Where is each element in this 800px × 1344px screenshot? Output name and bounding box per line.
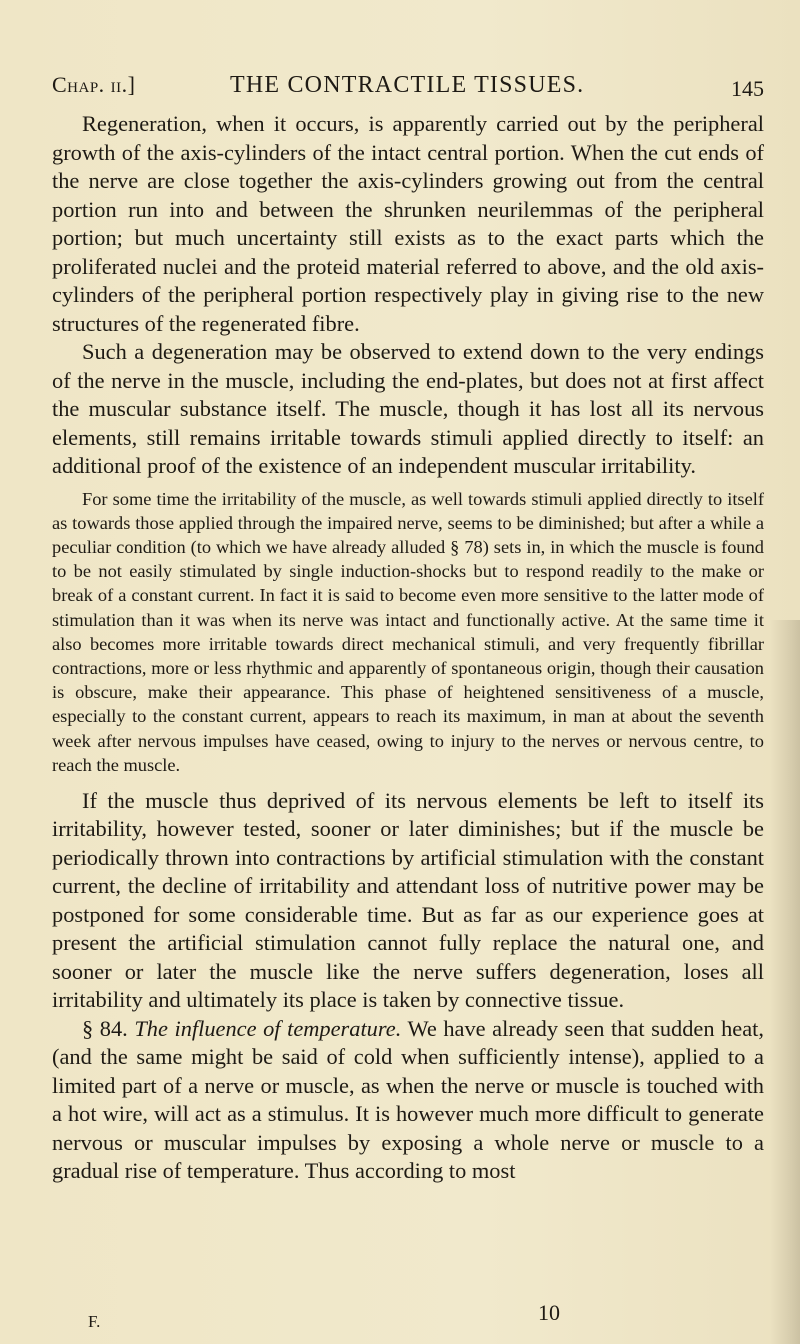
sheet-number: 10 — [538, 1300, 560, 1325]
binding-shadow — [770, 620, 800, 1344]
signature-mark: F. — [88, 1312, 101, 1331]
paragraph-muscle-deprived: If the muscle thus deprived of its nervous elements be left to itself its irritability, however tested, sooner or later diminishes; but if the muscle be periodically thrown into contractions by artificial stimulation with the constant current, the decline of irritability and attendant loss of nutritive power may be postponed for some considerable time. But as far as our experience goes at present the artificial stimulation cannot fully replace the natural one, and sooner or later the muscle like the nerve suffers degeneration, loses all irritability and ultimately its place is taken by connective tissue. — [52, 787, 764, 1013]
page-number: 145 — [731, 76, 764, 101]
section-text: We have already seen that sudden heat, (and the same might be said of cold when sufficiently intense), applied to a limited part of a nerve or muscle, as when the nerve or muscle is touched with a hot wire, will act as a stimulus. It is however much more difficult to generate nervous or muscular impulses by exposing a whole nerve or muscle to a gradual rise of temperature. Thus according to most — [52, 1015, 764, 1184]
section-title: The influence of temperature. — [134, 1015, 402, 1041]
section-number: § 84. — [82, 1015, 128, 1041]
section-84 — [52, 1015, 764, 1186]
running-title: THE CONTRACTILE TISSUES. — [230, 72, 585, 98]
paragraph-regeneration: Regeneration, when it occurs, is apparently carried out by the peripheral growth of the axis-cylinders of the intact central portion. When the cut ends of the nerve are close together the axis-cylinders growing out from the central portion run into and between the shrunken neurilemmas of the peripheral portion; but much uncertainty still exists as to the exact parts which the proliferated nuclei and the proteid material referred to above, and the old axis-cylinders of the peripheral portion respectively play in giving rise to the new structures of the regenerated fibre. — [52, 111, 764, 336]
chapter-label: Chap. ii.] — [52, 72, 136, 97]
paragraph-degeneration: Such a degeneration may be observed to extend down to the very endings of the nerve in the muscle, including the end-plates, but does not at first affect the muscular substance itself. The muscle, though it has lost all its nervous elements, still remains irritable towards stimuli applied directly to itself: an additional proof of the existence of an independent muscular irritability. — [52, 339, 764, 478]
paragraph-irritability-note: For some time the irritability of the muscle, as well towards stimuli applied directly to itself as towards those applied through the impaired nerve, seems to be diminished; but after a while a peculiar condition (to which we have already alluded § 78) sets in, in which the muscle is found to be not easily stimulated by single induction-shocks but to respond readily to the make or break of a constant current. In fact it is said to become even more sensitive to the latter mode of stimulation than it was when its nerve was intact and functionally active. At the same time it also becomes more irritable towards direct mechanical stimuli, and very frequently fibrillar contractions, more or less rhythmic and apparently of spontaneous origin, though their causation is obscure, make their appearance. This phase of heightened sensitiveness of a muscle, especially to the constant current, appears to reach its maximum, in man at about the seventh week after nervous impulses have ceased, owing to injury to the nerves or nervous centre, to reach the muscle. — [52, 488, 764, 775]
body-text — [52, 110, 764, 1186]
running-head — [52, 72, 764, 102]
page-footer — [52, 1300, 764, 1330]
